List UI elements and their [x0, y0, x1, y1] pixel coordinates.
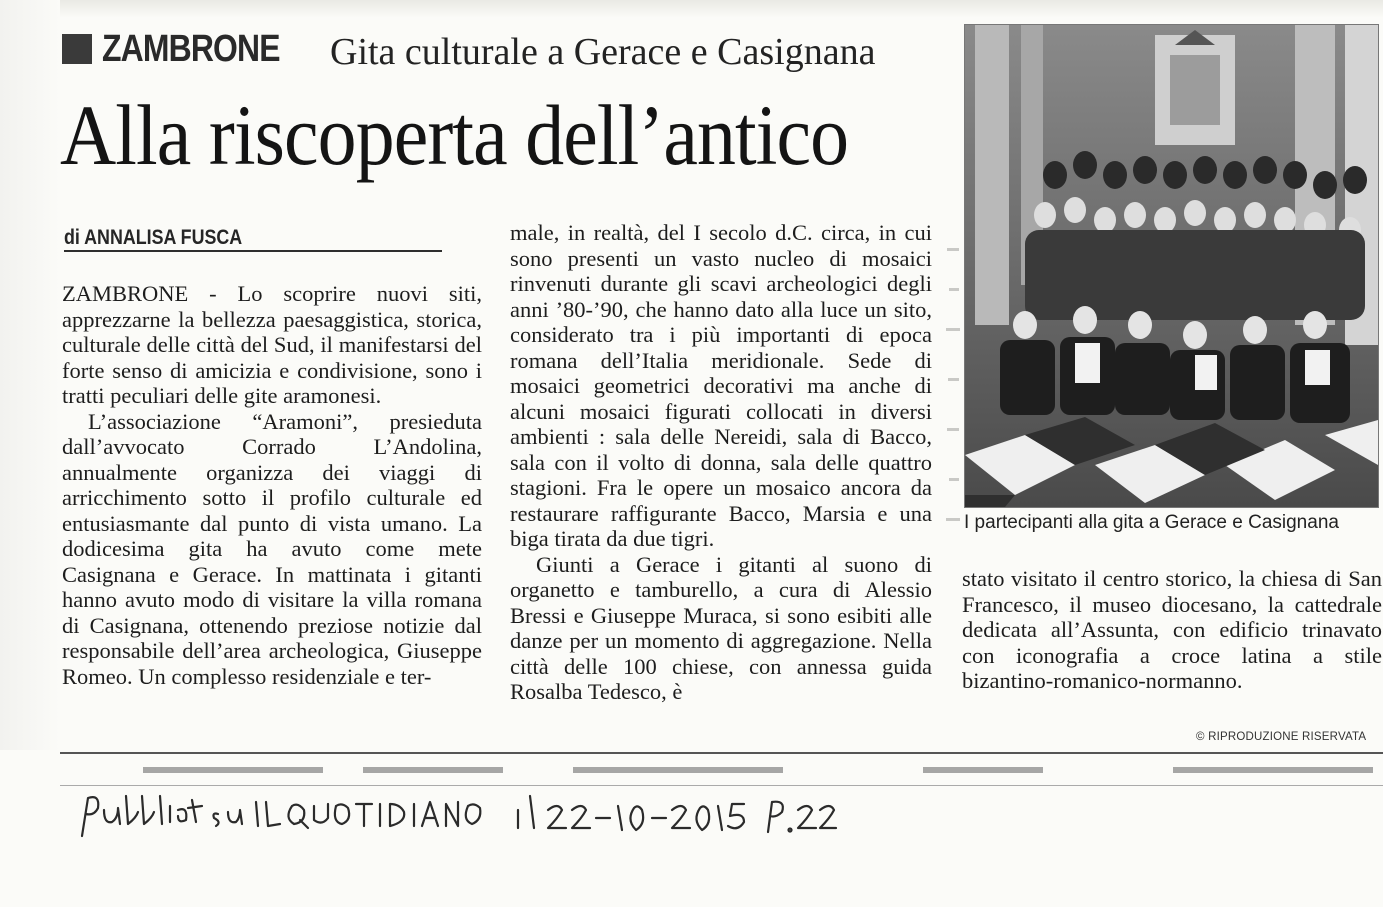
article-column-2 [510, 220, 932, 705]
headline: Alla riscoperta dell’antico [60, 87, 849, 183]
group-photo [964, 24, 1379, 508]
paragraph: L’associazione “Aramoni”, presieduta dall’avvocato Corrado L’Andolina, annualmente organizza dei viaggi di arricchimento sotto il profilo culturale ed entusiasmante dal punto di vista umano. La dodicesima gita ha avuto come mete Casignana e Gerace. In mattinata i gitanti hanno avuto modo di visitare la villa romana di Casignana, ottenendo preziose notizie dal responsabile dell’area archeologica, Giuseppe Romeo. Un complesso residenziale e ter- [62, 408, 482, 689]
article-column-1 [62, 281, 482, 689]
reverse-side-bleed-through [60, 756, 1383, 782]
page-bottom-rule [60, 752, 1383, 754]
paragraph: stato visitato il centro storico, la chiesa di San Francesco, il museo diocesano, la cattedrale dedicata all’Assunta, con edificio trinavato con iconografia a croce latina a stile bizantino-romanico-normanno. [962, 566, 1382, 693]
paragraph: male, in realtà, del I secolo d.C. circa, in cui sono presenti un vasto nucleo di mosaici rinvenuti durante gli scavi archeologici degli anni ’80-’90, che hanno dato alla luce un sito, considerato tra i più importanti di epoca romana dell’Italia meridionale. Sede di mosaici geometrici decorativi ma anche di alcuni mosaici figurati collocati in diversi ambienti : sala delle Nereidi, sala di Bacco, sala con il volto di donna, sala delle quattro stagioni. Fra le opere un mosaico ancora da restaurare raffigurante Bacco, Marsia e una biga tirata da due tigri. [510, 220, 932, 551]
handwritten-publication-note [78, 788, 838, 848]
section-label: ZAMBRONE [102, 28, 280, 70]
copyright-notice: © RIPRODUZIONE RISERVATA [1196, 731, 1367, 743]
bleed-through-column-edge [945, 48, 963, 568]
byline-rule [64, 250, 442, 252]
paragraph: Giunti a Gerace i gitanti al suono di organetto e tamburello, a cura di Alessio Bressi e Giuseppe Muraca, si sono esibiti alle danze per un momento di aggregazione. Nella città delle 100 chiese, con annessa guida Rosalba Tedesco, è [510, 551, 932, 704]
scan-left-shadow [0, 0, 60, 750]
bleed-rule [60, 785, 1383, 786]
byline: di ANNALISA FUSCA [64, 226, 243, 249]
section-marker-square [62, 34, 92, 64]
subheadline: Gita culturale a Gerace e Casignana [330, 31, 876, 73]
article-header [62, 28, 942, 73]
scan-top-shadow [0, 0, 1383, 18]
photo-caption: I partecipanti alla gita a Gerace e Casignana [964, 512, 1339, 533]
article-column-3 [962, 566, 1382, 694]
paragraph: ZAMBRONE - Lo scoprire nuovi siti, apprezzarne la bellezza paesaggistica, storica, culturale delle città del Sud, il manifestarsi del forte senso di amicizia e condivisione, sono i tratti peculiari delle gite aramonesi. [62, 281, 482, 408]
